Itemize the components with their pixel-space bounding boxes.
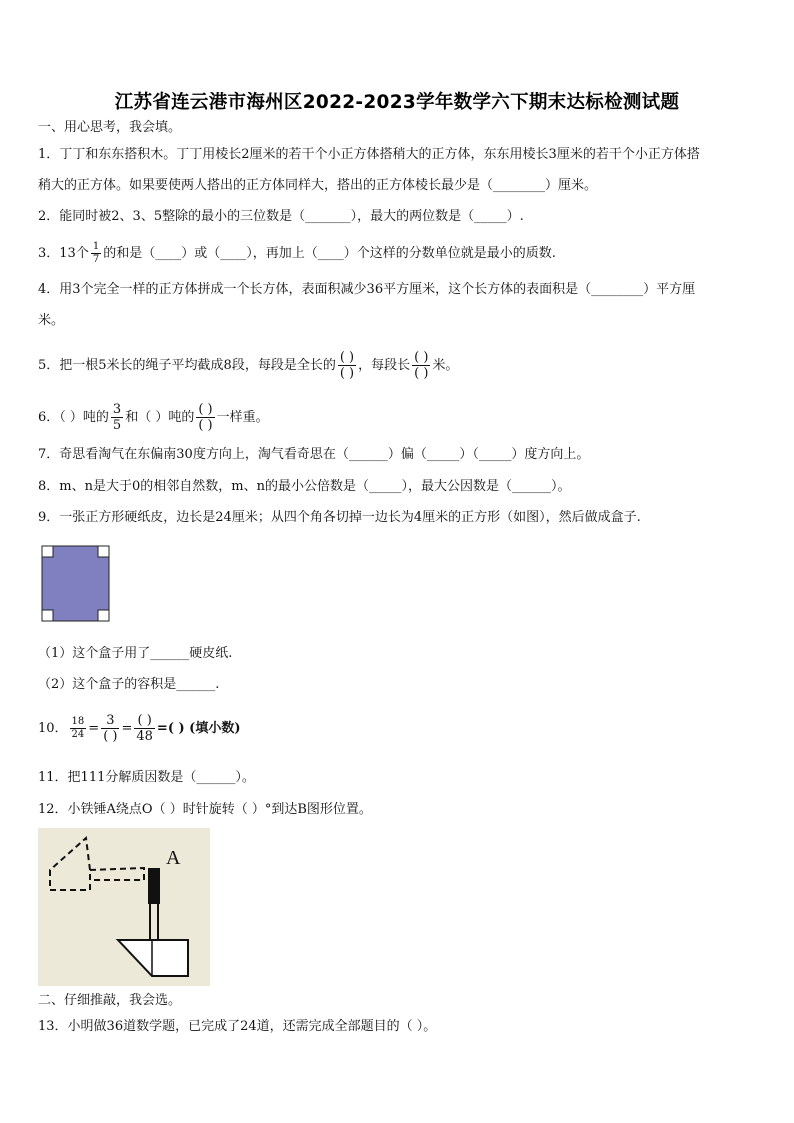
fraction-numerator: ( ) xyxy=(198,402,213,417)
question-3-fraction xyxy=(91,242,101,265)
fraction-denominator: ( ) xyxy=(339,366,355,381)
question-5-middle: ，每段长 xyxy=(358,358,411,373)
question-2: 2．能同时被2、3、5整除的最小的三位数是（_______），最大的两位数是（_____）. xyxy=(38,209,524,224)
question-11: 11．把111分解质因数是（______）。 xyxy=(38,770,255,785)
question-5 xyxy=(38,344,458,388)
hammer-a-label: A xyxy=(166,847,181,869)
question-3 xyxy=(38,240,556,268)
corner-cut-bottom-right xyxy=(98,610,109,621)
rotation-figure xyxy=(38,828,210,986)
question-10 xyxy=(38,707,240,751)
question-6-prefix: 6．（ ）吨的 xyxy=(38,410,109,425)
page-title: 江苏省连云港市海州区2022-2023学年数学六下期末达标检测试题 xyxy=(114,92,680,113)
fraction-denominator: ( ) xyxy=(103,729,118,744)
corner-cut-bottom-left xyxy=(42,610,53,621)
fraction-numerator: 3 xyxy=(106,713,115,728)
question-10-fraction-2 xyxy=(101,714,119,743)
fraction-numerator: ( ) xyxy=(137,713,152,728)
corner-cut-top-right xyxy=(98,546,109,557)
question-9: 9．一张正方形硬纸皮，边长是24厘米；从四个角各切掉一边长为4厘米的正方形（如图），然后做成盒子. xyxy=(38,510,641,525)
question-9-part-1: （1）这个盒子用了______硬皮纸. xyxy=(38,646,233,661)
question-10-tail: =( ) (填小数) xyxy=(156,721,241,736)
question-1-line-2: 稍大的正方体。如果要使两人搭出的正方体同样大，搭出的正方体棱长最少是（________）厘米。 xyxy=(38,178,598,193)
question-5-suffix: 米。 xyxy=(432,358,459,373)
fraction-denominator: 5 xyxy=(112,418,122,433)
question-13: 13．小明做36道数学题，已完成了24道，还需完成全部题目的（ ）。 xyxy=(38,1019,437,1034)
fraction-denominator: ( ) xyxy=(414,366,429,381)
question-10-fraction-1 xyxy=(70,717,87,740)
question-10-label: 10． xyxy=(38,721,68,736)
equals-sign: = xyxy=(121,721,133,736)
fraction-denominator: ( ) xyxy=(198,418,213,433)
fraction-denominator: 48 xyxy=(136,729,153,744)
question-8: 8．m、n是大于0的相邻自然数，m、n的最小公倍数是（_____），最大公因数是（______）。 xyxy=(38,479,571,494)
question-5-blank-fraction-1 xyxy=(338,351,356,380)
fraction-numerator: 18 xyxy=(71,716,85,727)
question-4-line-2: 米。 xyxy=(38,313,65,328)
question-3-prefix: 3．13个 xyxy=(38,246,89,261)
question-6-blank-fraction xyxy=(196,403,214,432)
question-10-fraction-3 xyxy=(134,714,155,743)
hammer-a-head xyxy=(148,868,160,904)
corner-cut-top-left xyxy=(42,546,53,557)
fraction-numerator: ( ) xyxy=(339,350,355,365)
question-6-suffix: 一样重。 xyxy=(216,410,269,425)
fraction-denominator: 24 xyxy=(71,729,85,740)
question-6-fraction xyxy=(111,403,123,432)
question-3-suffix: 的和是（____）或（____），再加上（____）个这样的分数单位就是最小的质数. xyxy=(103,246,556,261)
question-5-blank-fraction-2 xyxy=(412,351,430,380)
question-12: 12．小铁锤A绕点O（ ）时针旋转（ ）°到达B图形位置。 xyxy=(38,802,372,817)
fraction-numerator: 3 xyxy=(112,402,122,417)
question-4-line-1: 4．用3个完全一样的正方体拼成一个长方体，表面积减少36平方厘米，这个长方体的表面积是（________）平方厘 xyxy=(38,282,696,297)
section-1-heading: 一、用心思考，我会填。 xyxy=(38,120,182,135)
question-1-line-1: 1．丁丁和东东搭积木。丁丁用棱长2厘米的若干个小正方体搭稍大的正方体，东东用棱长3厘米的若干个小正方体搭 xyxy=(38,147,700,162)
section-2-heading: 二、仔细推敲，我会选。 xyxy=(38,993,182,1008)
cardboard-square-figure xyxy=(41,545,111,623)
equals-sign: = xyxy=(88,721,100,736)
question-6 xyxy=(38,397,269,439)
fraction-numerator: 1 xyxy=(92,241,100,252)
fraction-denominator: 7 xyxy=(92,254,100,265)
fraction-numerator: ( ) xyxy=(414,350,429,365)
question-6-middle: 和（ ）吨的 xyxy=(125,410,195,425)
question-5-prefix: 5．把一根5米长的绳子平均截成8段，每段是全长的 xyxy=(38,358,336,373)
question-7: 7．奇思看淘气在东偏南30度方向上，淘气看奇思在（______）偏（_____）（_____）度方向上。 xyxy=(38,447,590,462)
question-9-part-2: （2）这个盒子的容积是______. xyxy=(38,677,220,692)
